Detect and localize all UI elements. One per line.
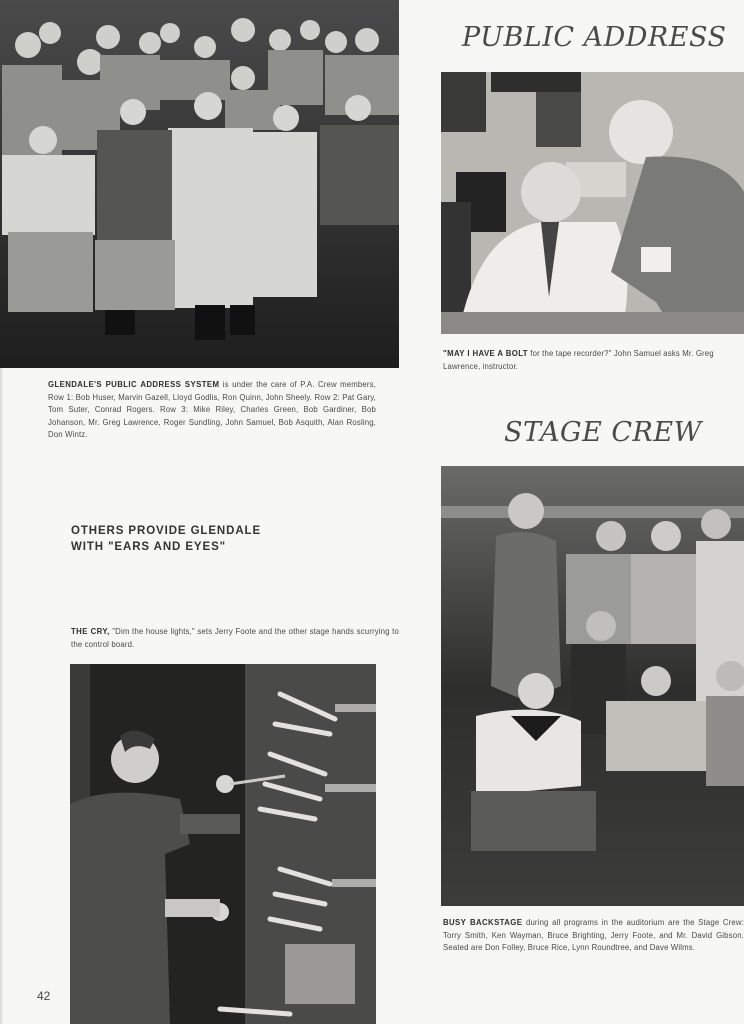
stage-crew-heading: STAGE CREW (504, 417, 702, 448)
bolt-caption (443, 348, 744, 373)
control-board-photo-art (70, 664, 376, 1024)
bolt-photo-art (441, 72, 744, 334)
pa-system-caption (48, 379, 376, 442)
busy-backstage-caption-lead: BUSY BACKSTAGE (443, 918, 523, 927)
the-cry-caption-lead: THE CRY, (71, 627, 110, 636)
public-address-heading: PUBLIC ADDRESS (462, 22, 727, 53)
busy-backstage-caption (443, 917, 744, 955)
pa-system-caption-body: is under the care of P.A. Crew members, Row 1: Bob Huser, Marvin Gazell, Lloyd Godlis, Ron Quinn, John Sheely. Row 2: Pat Gary, Tom Suter, Conrad Rogers. Row 3: Mike Riley, Charles Green, Bob Gardiner, Bob Johanson, Mr. Greg Lawrence, Roger Sundling, John Samuel, Bob Asquith, Alan Rosling, Don Wintz. (48, 380, 376, 440)
stage-crew-photo-art (441, 466, 744, 906)
control-board-photo (70, 664, 376, 1024)
pa-crew-photo-art (0, 0, 399, 368)
stage-crew-group-photo (441, 466, 744, 906)
the-cry-caption (71, 626, 399, 651)
busy-backstage-caption-body: during all programs in the auditorium are the Stage Crew: Torry Smith, Ken Wayman, Bruce Brighting, Jerry Foote, and Mr. David Gibson. Seated are Don Folley, Bruce Rice, Lynn Roundtree, and Dave Wilms. (443, 918, 744, 953)
page-number: 42 (37, 989, 51, 1003)
subheading-line-1: OTHERS PROVIDE GLENDALE (71, 525, 262, 537)
the-cry-caption-body: "Dim the house lights," sets Jerry Foote and the other stage hands scurrying to the control board. (71, 627, 399, 649)
bolt-tape-recorder-photo (441, 72, 744, 334)
others-provide-subheading (71, 523, 291, 555)
pa-system-caption-lead: GLENDALE'S PUBLIC ADDRESS SYSTEM (48, 380, 220, 389)
bolt-caption-body: for the tape recorder?" John Samuel asks Mr. Greg Lawrence, instructor. (443, 349, 714, 371)
bolt-caption-lead: "MAY I HAVE A BOLT (443, 349, 528, 358)
subheading-line-2: WITH "EARS AND EYES" (71, 541, 226, 553)
pa-crew-group-photo (0, 0, 399, 368)
